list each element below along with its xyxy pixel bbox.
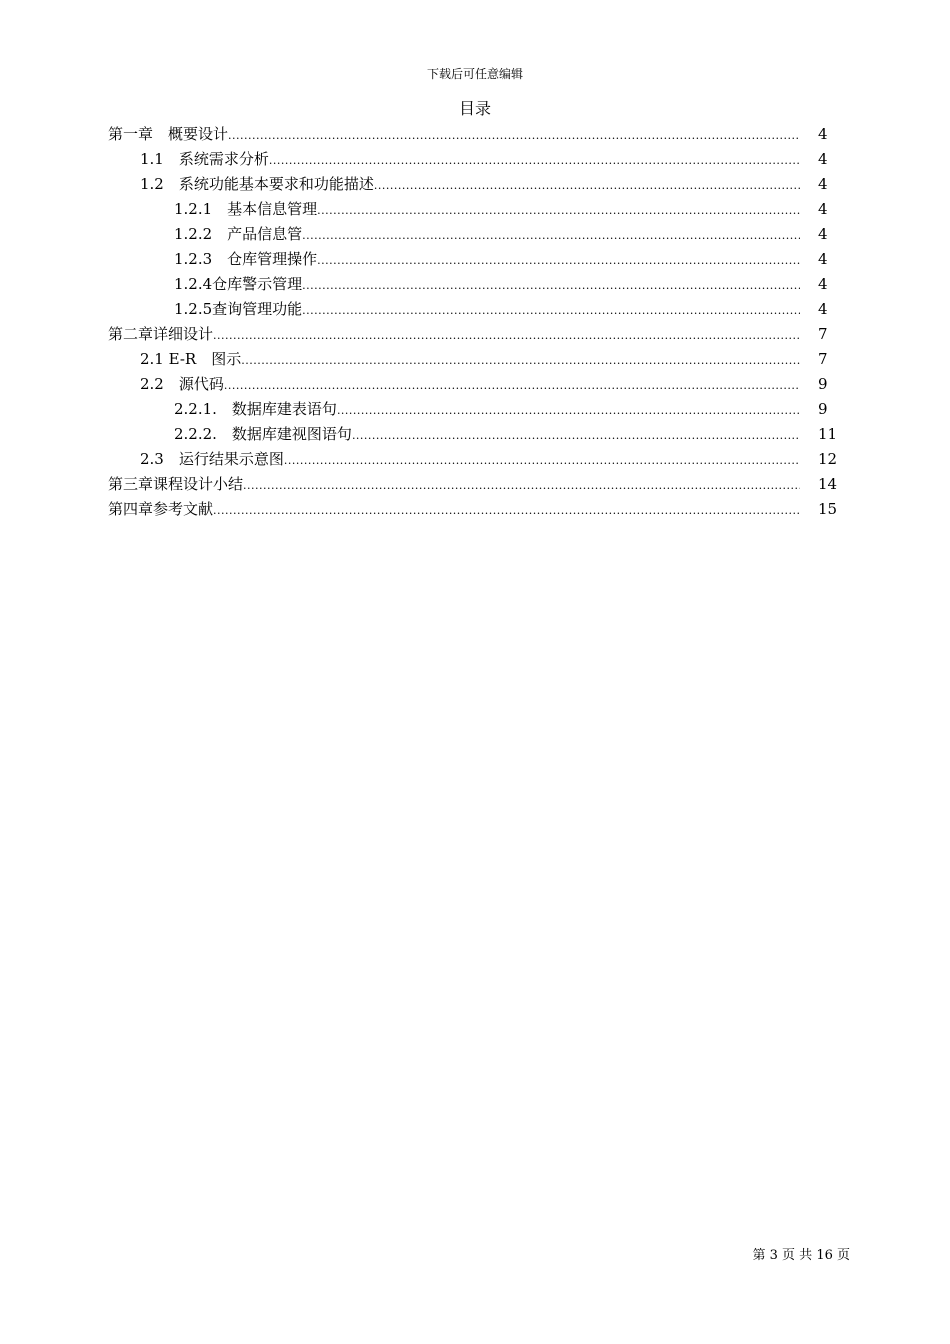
toc-leader-dots <box>317 248 800 273</box>
page-header: 下载后可任意编辑 <box>426 67 523 81</box>
toc-entry-text: 1.2.1 基本信息管理 <box>174 200 318 218</box>
toc-entry-page: 4 <box>818 200 828 218</box>
toc-entry-text: 2.1 E-R 图示 <box>140 350 242 368</box>
toc-leader-dots <box>352 423 800 448</box>
toc-entry[interactable] <box>108 422 848 447</box>
toc-entry-page: 4 <box>818 225 828 243</box>
toc-leader-dots <box>228 123 800 148</box>
toc-leader-dots <box>374 173 800 198</box>
toc-entry-text: 1.2.2 产品信息管 <box>174 225 303 243</box>
toc-entry[interactable] <box>108 147 848 172</box>
toc-entry-page: 4 <box>818 250 828 268</box>
toc-leader-dots <box>241 348 800 373</box>
toc-entry-page: 11 <box>818 425 838 443</box>
toc-leader-dots <box>213 323 800 348</box>
toc-entry-page: 4 <box>818 275 828 293</box>
toc-leader-dots <box>302 223 800 248</box>
toc-entry-page: 4 <box>818 175 828 193</box>
toc-entry-page: 4 <box>818 125 828 143</box>
toc-entry[interactable] <box>108 497 848 522</box>
toc-entry-text: 1.2.4仓库警示管理 <box>174 275 303 293</box>
toc-leader-dots <box>302 273 800 298</box>
toc-entry-text: 2.2.1. 数据库建表语句 <box>174 400 337 418</box>
toc-entry-text: 第四章参考文献 <box>108 500 214 518</box>
toc-entry-page: 15 <box>818 500 838 518</box>
toc-leader-dots <box>213 498 800 523</box>
toc-entry[interactable] <box>108 197 848 222</box>
toc-leader-dots <box>243 473 800 498</box>
toc-leader-dots <box>337 398 800 423</box>
toc-entry-text: 1.2.5查询管理功能 <box>174 300 303 318</box>
toc-entry[interactable] <box>108 397 848 422</box>
toc-entry[interactable] <box>108 247 848 272</box>
toc-entry-text: 第三章课程设计小结 <box>108 475 244 493</box>
toc-entry[interactable] <box>108 122 848 147</box>
toc-entry-text: 第二章详细设计 <box>108 325 214 343</box>
toc-entry-text: 1.1 系统需求分析 <box>140 150 269 168</box>
toc-entry-page: 9 <box>818 400 828 418</box>
toc-entry[interactable] <box>108 347 848 372</box>
toc-entry-page: 7 <box>818 325 828 343</box>
toc-entry-text: 2.2.2. 数据库建视图语句 <box>174 425 352 443</box>
toc-leader-dots <box>269 148 800 173</box>
page-footer: 第 3 页 共 16 页 <box>752 1248 850 1263</box>
toc-entry-page: 4 <box>818 150 828 168</box>
toc-entry-text: 1.2 系统功能基本要求和功能描述 <box>140 175 374 193</box>
toc-entry[interactable] <box>108 272 848 297</box>
toc-leader-dots <box>302 298 800 323</box>
toc-entry-page: 4 <box>818 300 828 318</box>
toc-entry-page: 14 <box>818 475 838 493</box>
toc-entry[interactable] <box>108 322 848 347</box>
toc-entry[interactable] <box>108 472 848 497</box>
toc-leader-dots <box>224 373 800 398</box>
toc-entry-page: 12 <box>818 450 838 468</box>
toc-leader-dots <box>284 448 800 473</box>
toc-title: 目录 <box>458 99 491 118</box>
toc-entry-page: 7 <box>818 350 828 368</box>
toc-entry-text: 1.2.3 仓库管理操作 <box>174 250 318 268</box>
toc-entry[interactable] <box>108 447 848 472</box>
table-of-contents <box>108 122 848 522</box>
toc-entry-text: 2.3 运行结果示意图 <box>140 450 284 468</box>
toc-entry-text: 第一章 概要设计 <box>108 125 229 143</box>
toc-entry[interactable] <box>108 222 848 247</box>
toc-entry-page: 9 <box>818 375 828 393</box>
toc-entry[interactable] <box>108 297 848 322</box>
toc-entry[interactable] <box>108 172 848 197</box>
toc-entry-text: 2.2 源代码 <box>140 375 224 393</box>
toc-leader-dots <box>317 198 800 223</box>
toc-entry[interactable] <box>108 372 848 397</box>
